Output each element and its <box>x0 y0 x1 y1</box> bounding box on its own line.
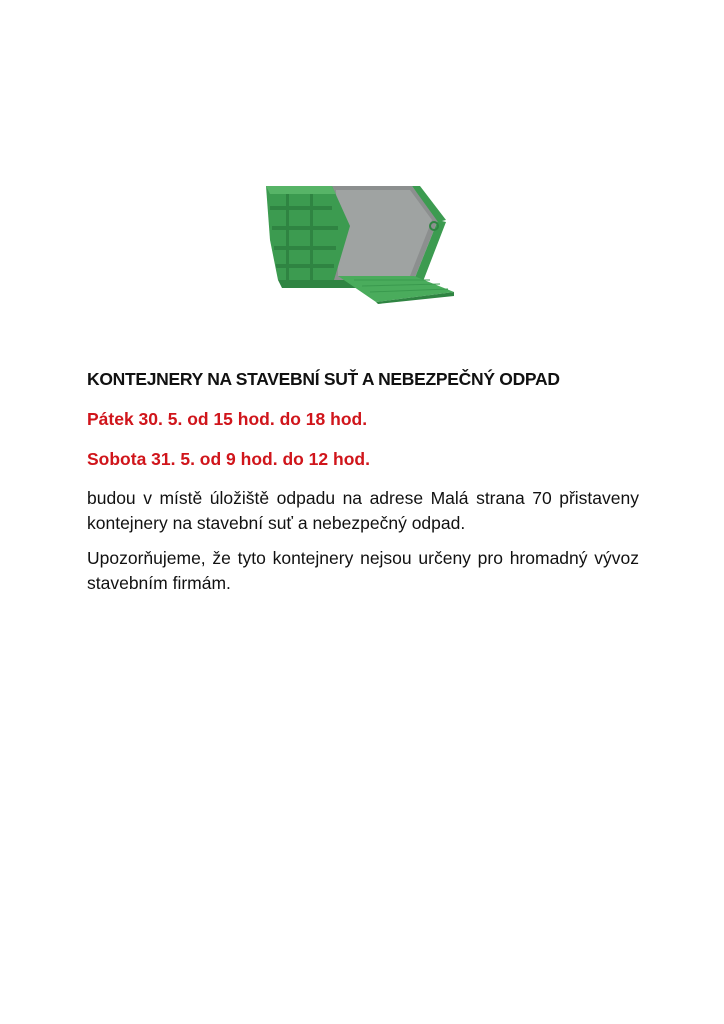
schedule-saturday: Sobota 31. 5. od 9 hod. do 12 hod. <box>87 449 370 469</box>
notice-paragraph: Upozorňujeme, že tyto kontejnery nejsou určeny pro hromadný vývoz stavebním firmám. <box>87 548 639 593</box>
location-paragraph: budou v místě úložiště odpadu na adrese Malá strana 70 přistaveny kontejnery na stavební suť a nebezpečný odpad. <box>87 488 639 533</box>
notice-heading: KONTEJNERY NA STAVEBNÍ SUŤ A NEBEZPEČNÝ ODPAD <box>87 369 560 389</box>
schedule-friday: Pátek 30. 5. od 15 hod. do 18 hod. <box>87 409 368 429</box>
skip-container-icon <box>262 180 458 304</box>
notice-body <box>87 366 639 606</box>
